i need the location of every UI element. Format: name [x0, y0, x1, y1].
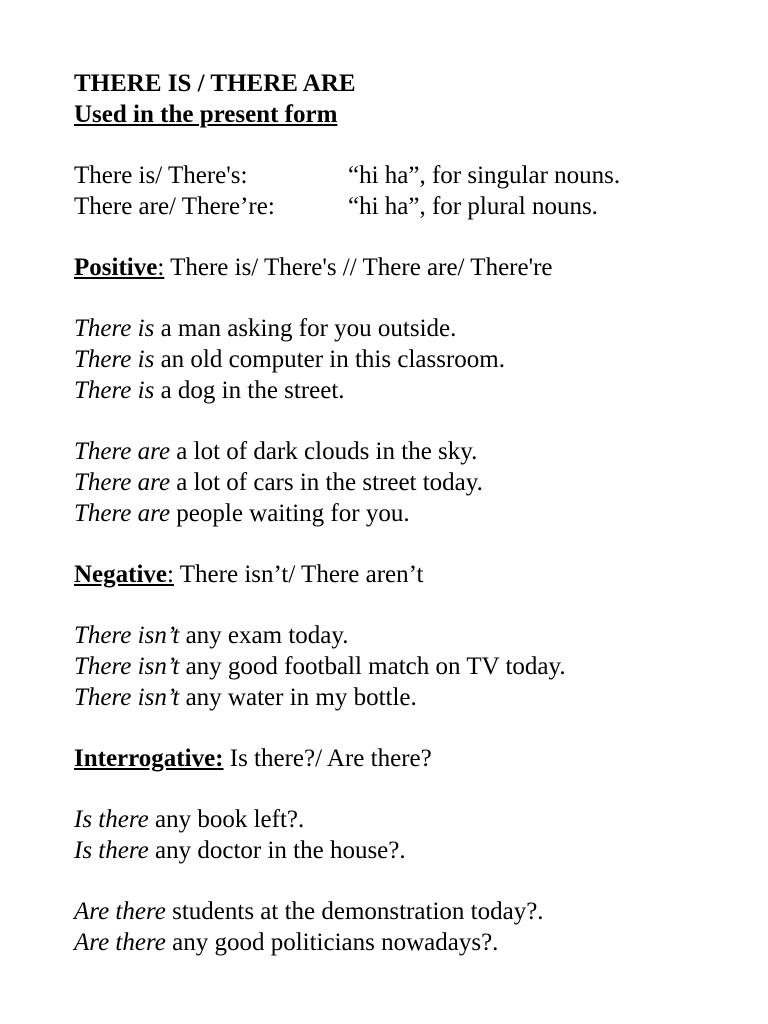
example-sentence: [74, 682, 754, 713]
definition-row: [74, 191, 754, 222]
example-rest: any good football match on TV today.: [179, 653, 566, 680]
interrogative-forms: Is there?/ Are there?: [223, 745, 432, 772]
spacer: [74, 406, 754, 436]
example-rest: a lot of dark clouds in the sky.: [170, 438, 478, 465]
example-rest: a lot of cars in the street today.: [170, 469, 483, 496]
interrogative-heading: [74, 743, 754, 774]
document-page: [74, 68, 754, 958]
positive-forms: There is/ There's // There are/ There're: [164, 254, 553, 281]
positive-label: Positive: [74, 254, 158, 281]
example-rest: a man asking for you outside.: [154, 315, 457, 342]
example-rest: an old computer in this classroom.: [154, 346, 505, 373]
example-lead: There is: [74, 346, 155, 373]
example-lead: There isn’t: [74, 684, 180, 711]
spacer: [74, 713, 754, 743]
example-rest: any water in my bottle.: [179, 684, 417, 711]
example-sentence: [74, 835, 754, 866]
example-sentence: [74, 620, 754, 651]
negative-colon: :: [167, 561, 174, 588]
example-sentence: [74, 436, 754, 467]
example-lead: There isn’t: [74, 653, 180, 680]
example-lead: Are there: [74, 929, 166, 956]
example-lead: There are: [74, 469, 171, 496]
example-sentence: [74, 498, 754, 529]
spacer: [74, 774, 754, 804]
example-lead: There isn’t: [74, 622, 180, 649]
negative-forms: There isn’t/ There aren’t: [173, 561, 424, 588]
definition-meaning: “hi ha”, for plural nouns.: [348, 193, 598, 220]
example-sentence: [74, 927, 754, 958]
definition-meaning: “hi ha”, for singular nouns.: [348, 162, 621, 189]
spacer: [74, 590, 754, 620]
spacer: [74, 866, 754, 896]
example-lead: There is: [74, 377, 155, 404]
document-title: THERE IS / THERE ARE: [74, 70, 356, 97]
definition-term: There is/ There's:: [74, 162, 248, 189]
document-subtitle: Used in the present form: [74, 101, 338, 128]
example-sentence: [74, 344, 754, 375]
interrogative-label: Interrogative:: [74, 745, 224, 772]
positive-heading: [74, 252, 754, 283]
example-rest: any good politicians nowadays?.: [165, 929, 499, 956]
example-sentence: [74, 896, 754, 927]
example-sentence: [74, 651, 754, 682]
spacer: [74, 222, 754, 252]
example-lead: There are: [74, 438, 171, 465]
example-sentence: [74, 467, 754, 498]
definition-term: There are/ There’re:: [74, 193, 275, 220]
example-rest: students at the demonstration today?.: [165, 898, 544, 925]
spacer: [74, 130, 754, 160]
negative-heading: [74, 559, 754, 590]
example-lead: There are: [74, 500, 171, 527]
spacer: [74, 529, 754, 559]
positive-colon: :: [157, 254, 165, 281]
example-rest: any exam today.: [179, 622, 349, 649]
example-lead: Are there: [74, 898, 166, 925]
negative-label: Negative: [74, 561, 168, 588]
example-rest: a dog in the street.: [154, 377, 345, 404]
example-rest: any book left?.: [148, 806, 305, 833]
example-lead: There is: [74, 315, 155, 342]
example-sentence: [74, 313, 754, 344]
example-rest: people waiting for you.: [170, 500, 410, 527]
example-sentence: [74, 804, 754, 835]
example-lead: Is there: [74, 837, 149, 864]
example-lead: Is there: [74, 806, 149, 833]
spacer: [74, 283, 754, 313]
example-sentence: [74, 375, 754, 406]
definition-row: [74, 160, 754, 191]
example-rest: any doctor in the house?.: [148, 837, 406, 864]
